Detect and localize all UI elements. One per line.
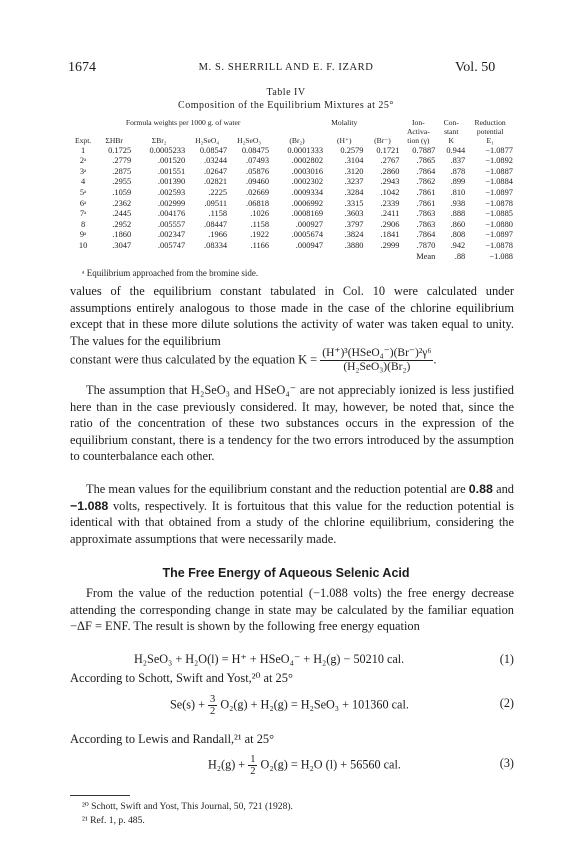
table-cell: .0009334 [291,187,324,197]
col-brminus: (Br⁻) [374,136,391,146]
header-red-2: potential [476,127,504,137]
table-cell: .03244 [204,156,228,166]
mean-potential-value: −1.088 [70,498,109,513]
table-row [70,220,514,231]
table-cell: −1.0877 [485,145,513,155]
table-cell: .2955 [112,177,132,187]
table-cell: 8 [81,219,86,229]
equation-3-fraction [248,754,257,777]
table-cell: −1.0897 [485,230,513,240]
table-cell: .3797 [344,219,364,229]
table-cell: .1841 [380,230,400,240]
table-cell: .808 [450,230,466,240]
table-cell: 3ᵃ [79,166,87,176]
table-row [70,199,514,210]
table-cell: .002999 [157,198,186,208]
header-const-3: K [448,136,455,146]
equation-fraction [320,347,433,374]
mean-potential: −1.088 [489,251,513,261]
table-row [70,146,514,157]
equation-2-frac-den: 2 [210,706,216,717]
table-cell: .1026 [250,209,270,219]
equation-3 [70,750,514,776]
table-cell: .2767 [380,156,400,166]
table-cell: .2875 [112,166,132,176]
col-hbr: ΣHBr [105,136,123,146]
header-red-1: Reduction [474,118,506,127]
col-h2seo3: H₂SeO₃ [237,136,261,146]
table-cell: .3603 [344,209,364,219]
volume-label: Vol. 50 [455,60,496,75]
p3-part-b: and [496,482,514,496]
table-cell: .02669 [246,187,270,197]
header-reduction [466,118,514,127]
table-cell: 5ᵃ [79,187,87,197]
section-title: The Free Energy of Aqueous Selenic Acid [162,566,410,580]
table-label: Table IV [266,87,306,98]
equation-2-fraction [208,694,217,717]
group-molality: Molality [331,118,358,127]
col-hplus: (H⁺) [336,136,352,146]
table-cell: −1.0892 [485,156,513,166]
table-cell: .0005674 [291,230,324,240]
table-cell: .07493 [246,156,270,166]
table-mean-row [70,252,514,263]
table-row [70,209,514,220]
table-cell: .0008169 [291,209,324,219]
table-cell: .7864 [416,230,436,240]
table-cell: .1922 [250,230,270,240]
table-cell: .2999 [380,240,400,250]
table-row [70,188,514,199]
table-cell: .000927 [295,219,324,229]
table-cell: −1.0897 [485,187,513,197]
table-cell: .3284 [344,187,364,197]
footnote-21: ²¹ Ref. 1, p. 485. [82,815,145,826]
table-cell: 0.2579 [340,145,364,155]
col-reduction [466,127,514,145]
table-cell: .2339 [380,198,400,208]
table-cell: .938 [450,198,466,208]
paragraph-6: According to Lewis and Randall,²¹ at 25° [70,732,275,746]
equation-2-frac-num: 3 [210,694,216,705]
table-cell: .1158 [250,219,270,229]
table-group-header [70,118,514,127]
table-cell: 0.0001333 [287,145,324,155]
equation-3-frac-num: 1 [250,754,256,765]
header-const-1: Con- [443,118,459,127]
table-cell: .7865 [416,156,436,166]
equation-1-text: H₂SeO₃ + H₂O(l) = H⁺ + HSeO₄⁻ + H₂(g) − 50210 cal. [134,652,405,666]
table-cell: −1.0884 [485,177,513,187]
header-ion-1: Ion- [412,118,425,127]
table-cell: .005557 [157,219,186,229]
equilibrium-equation-line [70,347,514,374]
table-cell: .002593 [157,187,186,197]
table-cell: .0002802 [291,156,324,166]
equation-3-part-b: O₂(g) = H₂O (l) + 56560 cal. [260,757,401,772]
table-cell: .942 [450,240,466,250]
header-ion-activation [400,118,436,127]
table-cell: 1 [81,145,86,155]
table-cell: .2225 [208,187,228,197]
table-cell: −1.0887 [485,166,513,176]
equation-numerator: (H⁺)³(HSeO₄⁻)(Br⁻)²γ⁶ [322,347,432,359]
table-cell: .7863 [416,209,436,219]
table-cell: .837 [450,156,466,166]
table-cell: .7863 [416,219,436,229]
table-cell: .1966 [208,230,228,240]
table-cell: .2779 [112,156,132,166]
header-ion-2: Activa- [406,127,430,137]
col-ion-activation [400,127,436,145]
table-cell: .005747 [157,240,186,250]
table-cell: .001390 [157,177,186,187]
table-cell: .2411 [380,209,400,219]
mean-constant: .88 [454,251,466,261]
table-cell: .004176 [157,209,186,219]
col-br2: (Br₂) [289,136,305,146]
table-column-header [70,127,514,145]
table-cell: .810 [450,187,466,197]
table-cell: .860 [450,219,466,229]
equation-end: . [433,352,437,367]
table-row [70,241,514,252]
table-cell: .878 [450,166,466,176]
table-row [70,230,514,241]
table-cell: .0002302 [291,177,324,187]
table-cell: .08447 [204,219,228,229]
running-authors: M. S. SHERRILL AND E. F. IZARD [198,62,374,73]
table-cell: 0.08547 [199,145,228,155]
p3-part-a: The mean values for the equilibrium constant and the reduction potential are [86,482,466,496]
equation-1-number: (1) [499,652,514,666]
table-cell: .2860 [380,166,400,176]
table-cell: 0.1721 [376,145,400,155]
table-cell: 2ᵃ [79,156,87,166]
mean-label: Mean [416,251,436,261]
table-body [70,146,514,252]
table-cell: .1059 [112,187,132,197]
equation-2-part-a: Se(s) + [170,697,205,712]
equation-lead: constant were thus calculated by the equation K = [70,352,318,367]
footnote-20: ²⁰ Schott, Swift and Yost, This Journal, 50, 721 (1928). [82,801,293,812]
table-cell: .7864 [416,166,436,176]
table-cell: 9ᵃ [79,230,87,240]
table-cell: .7861 [416,187,436,197]
equation-3-part-a: H₂(g) + [208,757,246,772]
equation-3-body [208,754,401,777]
equation-2-number: (2) [499,696,514,710]
table-cell: .899 [450,177,466,187]
table-row [70,177,514,188]
table-cell: .3237 [344,177,364,187]
page-number: 1674 [68,60,96,75]
p3-part-c: volts, respectively. It is fortuitous that this value for the reduction potential is identical with that obtained from a study of the chlorine equilibrium, considering the approximate assumptions that were necessarily made. [70,498,514,546]
table-cell: .0006992 [291,198,324,208]
table-cell: −1.0880 [485,219,513,229]
table-cell: 7ᵃ [79,209,87,219]
table-cell: .08334 [204,240,228,250]
table-cell: .2362 [112,198,132,208]
table-cell: .888 [450,209,466,219]
table-cell: .1158 [208,209,228,219]
paragraph-4: From the value of the reduction potential (−1.088 volts) the free energy decrease attending the corresponding change in state may be calculated by the familiar equation −ΔF = ENF. The result is shown by the following free energy equation [70,586,514,634]
table-cell: 4 [81,177,86,187]
header-constant [436,118,466,127]
table-cell: .7862 [416,177,436,187]
table-cell: 6ᵃ [79,198,87,208]
table-cell: .3104 [344,156,364,166]
equation-2-body [170,694,409,717]
table-cell: .1166 [250,240,270,250]
paragraph-1: values of the equilibrium constant tabulated in Col. 10 were calculated under assumptions entirely analogous to those made in the case of the chlorine equilibrium except that in these more dilute solutions the activity of water was taken equal to unity. The values for the equilibrium [70,284,514,348]
table-cell: .1042 [380,187,400,197]
table-row [70,167,514,178]
table-cell: 0.08475 [241,145,270,155]
table-cell: .09460 [246,177,270,187]
table-footnote: ᵃ Equilibrium approached from the bromine side. [82,268,259,278]
footnote-rule [70,795,130,796]
table-cell: .1860 [112,230,132,240]
table-cell: .3120 [344,166,364,176]
table-row [70,156,514,167]
header-ion-3: tion (γ) [407,136,430,146]
table-cell: .2952 [112,219,132,229]
equation-3-frac-den: 2 [250,766,256,777]
table-cell: .3315 [344,198,364,208]
table-cell: .3047 [112,240,132,250]
header-const-2: stant [444,127,459,137]
table-cell: −1.0885 [485,209,513,219]
table-cell: 10 [78,240,88,250]
table-cell: .000947 [295,240,324,250]
table-cell: .3880 [344,240,364,250]
header-red-3: E₁ [486,136,494,146]
col-expt: Expt. [74,136,92,146]
col-constant [436,127,466,145]
table-cell: .002347 [157,230,186,240]
table-cell: .001520 [157,156,186,166]
table-cell: .2906 [380,219,400,229]
table-cell: −1.0878 [485,240,513,250]
table-cell: .2445 [112,209,132,219]
equation-2 [70,690,514,716]
mean-constant-value: 0.88 [468,482,493,496]
table-cell: .02647 [204,166,228,176]
group-formula-weights: Formula weights per 1000 g. of water [125,118,241,127]
table-caption: Composition of the Equilibrium Mixtures at 25° [178,100,394,111]
col-h2seo4: H₂SeO₄ [195,136,220,146]
col-br2-total: ΣBr₂ [151,136,167,146]
equilibrium-table [70,118,514,262]
table-cell: .06818 [246,198,270,208]
table-cell: .0003016 [291,166,324,176]
table-cell: 0.944 [446,145,466,155]
table-cell: .001551 [157,166,186,176]
table-cell: .7870 [416,240,436,250]
table-cell: .05876 [246,166,270,176]
table-cell: .3824 [344,230,364,240]
table-cell: .02821 [204,177,228,187]
equation-3-number: (3) [499,756,514,770]
table-cell: −1.0878 [485,198,513,208]
table-cell: 0.7887 [412,145,436,155]
table-cell: .09511 [204,198,228,208]
paragraph-3 [70,481,514,547]
table-cell: 0.0005233 [149,145,186,155]
table-cell: 0.1725 [108,145,132,155]
paragraph-2: The assumption that H₂SeO₃ and HSeO₄⁻ are not appreciably ionized is less justified here than in the case previously considered. It may, however, be noted that, since the ratio of the concentration of these two substances occurs in the expression of the equilibrium constant, there is a tendency for the two errors introduced by the assumption to counterbalance each other. [70,383,514,464]
paragraph-5: According to Schott, Swift and Yost,²⁰ at 25° [70,671,293,685]
equation-2-part-b: O₂(g) + H₂(g) = H₂SeO₃ + 101360 cal. [220,697,409,712]
table-cell: .2943 [380,177,400,187]
table-cell: .7861 [416,198,436,208]
equation-denominator: (H₂SeO₃)(Br₂) [343,361,411,373]
